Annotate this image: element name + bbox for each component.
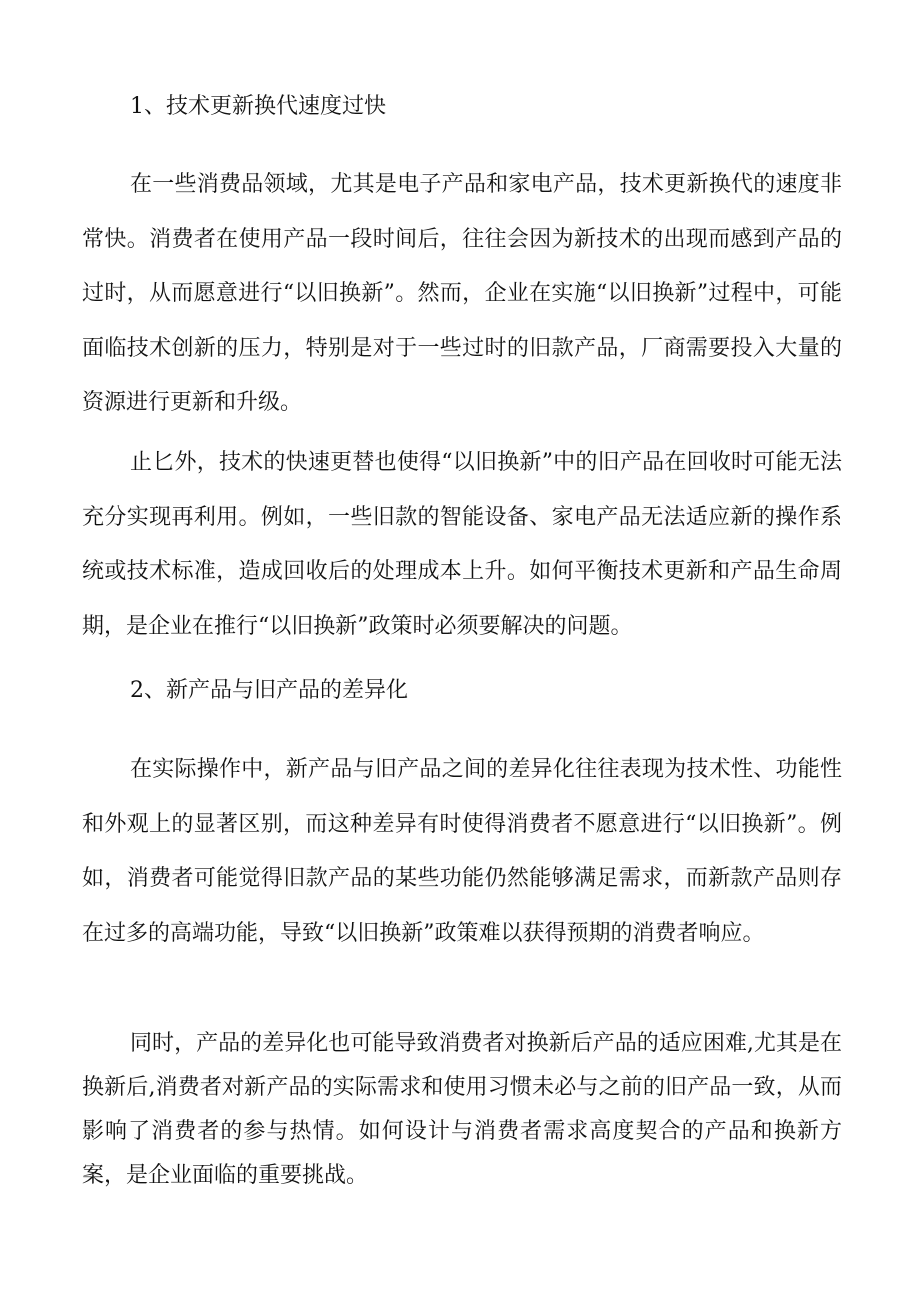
section-2-paragraph-1: 在实际操作中，新产品与旧产品之间的差异化往往表现为技术性、功能性和外观上的显著区别，而这种差异有时使得消费者不愿意进行“以旧换新”。例如，消费者可能觉得旧款产品的某些功能仍然能够满足需求，而新款产品则存在过多的高端功能，导致“以旧换新”政策难以获得预期的消费者响应。 bbox=[82, 757, 842, 946]
section-2-paragraph-2: 同时，产品的差异化也可能导致消费者对换新后产品的适应困难,尤其是在换新后,消费者对新产品的实际需求和使用习惯未必与之前的旧产品一致，从而影响了消费者的参与热情。如何设计与消费者需求高度契合的产品和换新方案，是企业面临的重要挑战。 bbox=[82, 1031, 842, 1188]
section-1-paragraph-2: 止匕外，技术的快速更替也使得“以旧换新”中的旧产品在回收时可能无法充分实现再利用。例如，一些旧款的智能设备、家电产品无法适应新的操作系统或技术标准，造成回收后的处理成本上升。如何平衡技术更新和产品生命周期，是企业在推行“以旧换新”政策时必须要解决的问题。 bbox=[82, 450, 842, 639]
section-1-paragraph-1: 在一些消费品领域，尤其是电子产品和家电产品，技术更新换代的速度非常快。消费者在使用产品一段时间后，往往会因为新技术的出现而感到产品的过时，从而愿意进行“以旧换新”。然而，企业在实施“以旧换新”过程中，可能面临技术创新的压力，特别是对于一些过时的旧款产品，厂商需要投入大量的资源进行更新和升级。 bbox=[82, 172, 842, 415]
section-heading-2: 2、新产品与旧产品的差异化 bbox=[130, 678, 408, 703]
section-heading-1: 1、技术更新换代速度过快 bbox=[130, 94, 386, 119]
